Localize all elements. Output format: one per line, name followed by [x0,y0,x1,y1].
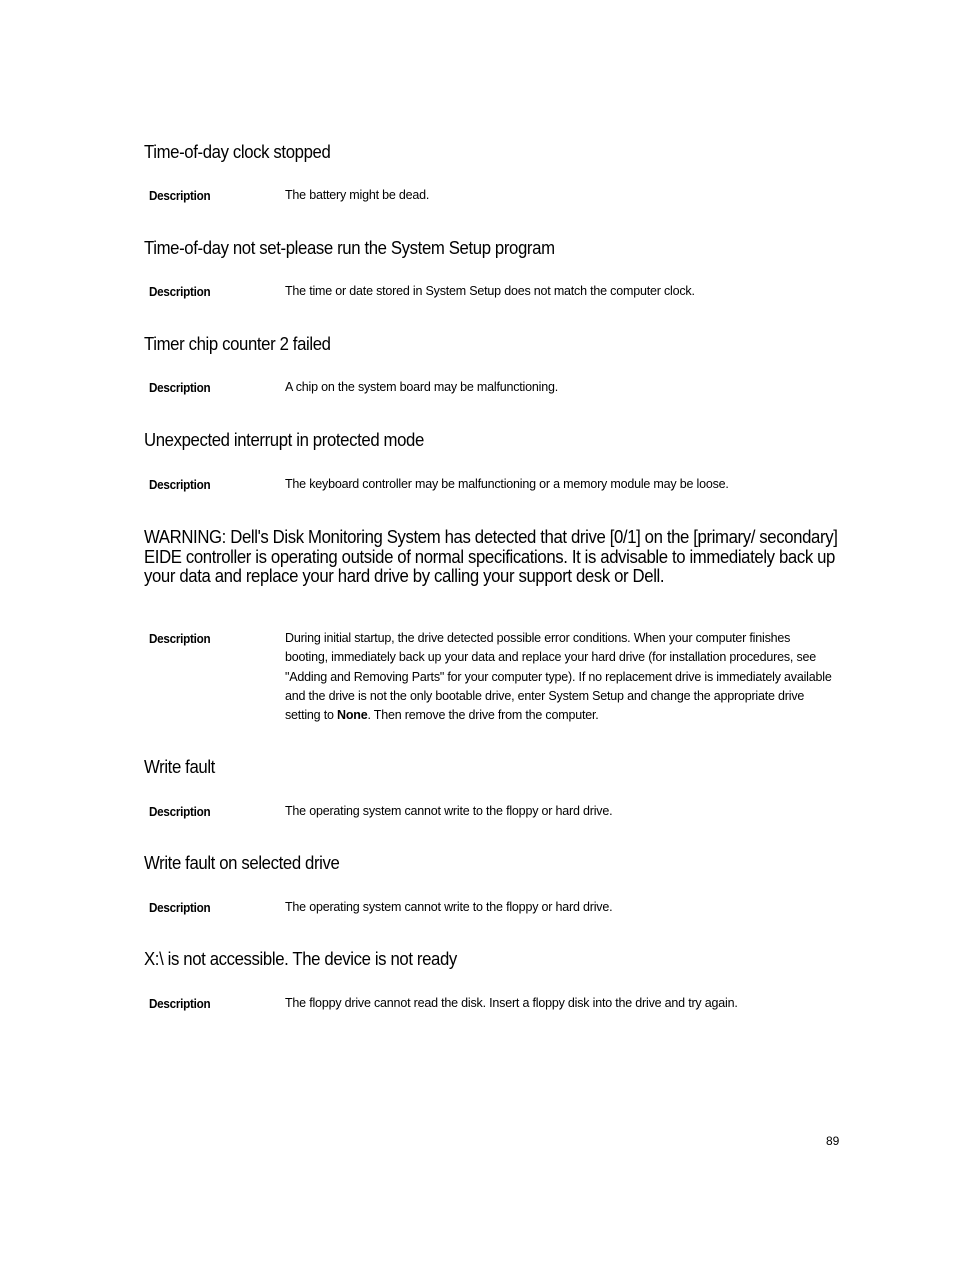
description-text-part: . Then remove the drive from the computer. [367,708,599,723]
section-time-of-day-not-set [144,238,844,299]
section-unexpected-interrupt [144,430,844,492]
description-row [149,898,833,917]
section-disk-monitoring-warning [144,527,844,723]
description-label: Description [149,996,211,1011]
description-row [149,994,833,1013]
section-heading: WARNING: Dell's Disk Monitoring System has detected that drive [0/1] on the [primary/ secondary] EIDE controller is operating outside of normal specifications. It is advisable to immediately back up your data and replace your hard drive by calling your support desk or Dell. [144,527,838,586]
section-heading: X:\ is not accessible. The device is not ready [144,949,457,969]
description-row [149,378,833,397]
description-text: A chip on the system board may be malfunctioning. [285,380,558,394]
page-number: 89 [826,1134,840,1148]
section-heading: Unexpected interrupt in protected mode [144,430,424,450]
description-row [149,802,833,821]
description-text: The operating system cannot write to the floppy or hard drive. [285,900,613,914]
description-label: Description [149,380,211,395]
section-write-fault [144,757,844,819]
description-text: The keyboard controller may be malfunctioning or a memory module may be loose. [285,477,729,491]
section-time-of-day-clock-stopped [144,142,844,203]
description-text: The operating system cannot write to the floppy or hard drive. [285,804,613,818]
description-label: Description [149,900,211,915]
section-drive-not-accessible [144,949,844,1011]
description-text: The floppy drive cannot read the disk. Insert a floppy disk into the drive and try again. [285,996,738,1010]
setting-value-none: None [337,708,368,723]
section-timer-chip-counter-failed [144,334,844,395]
description-text [285,629,833,725]
description-label: Description [149,804,211,819]
section-heading: Timer chip counter 2 failed [144,334,331,354]
description-text: The time or date stored in System Setup does not match the computer clock. [285,284,695,298]
description-row [149,282,833,301]
section-heading: Time-of-day not set-please run the System Setup program [144,238,555,258]
section-heading: Write fault on selected drive [144,853,340,873]
description-label: Description [149,477,211,492]
description-label: Description [149,631,211,646]
description-row [149,475,833,494]
section-heading: Write fault [144,757,215,777]
description-text: The battery might be dead. [285,188,430,202]
section-heading: Time-of-day clock stopped [144,142,331,162]
description-row [149,186,833,205]
description-text-part: During initial startup, the drive detected possible error conditions. When your computer finishes booting, immediately back up your data and replace your hard drive (for installation procedures, see "Adding and Removing Parts" for your computer type). If no replacement drive is immediately available and the drive is not the only bootable drive, enter System Setup and change the appropriate drive setting to [285,631,832,723]
description-label: Description [149,188,211,203]
description-row [149,629,833,725]
description-label: Description [149,284,211,299]
section-write-fault-selected-drive [144,853,844,915]
